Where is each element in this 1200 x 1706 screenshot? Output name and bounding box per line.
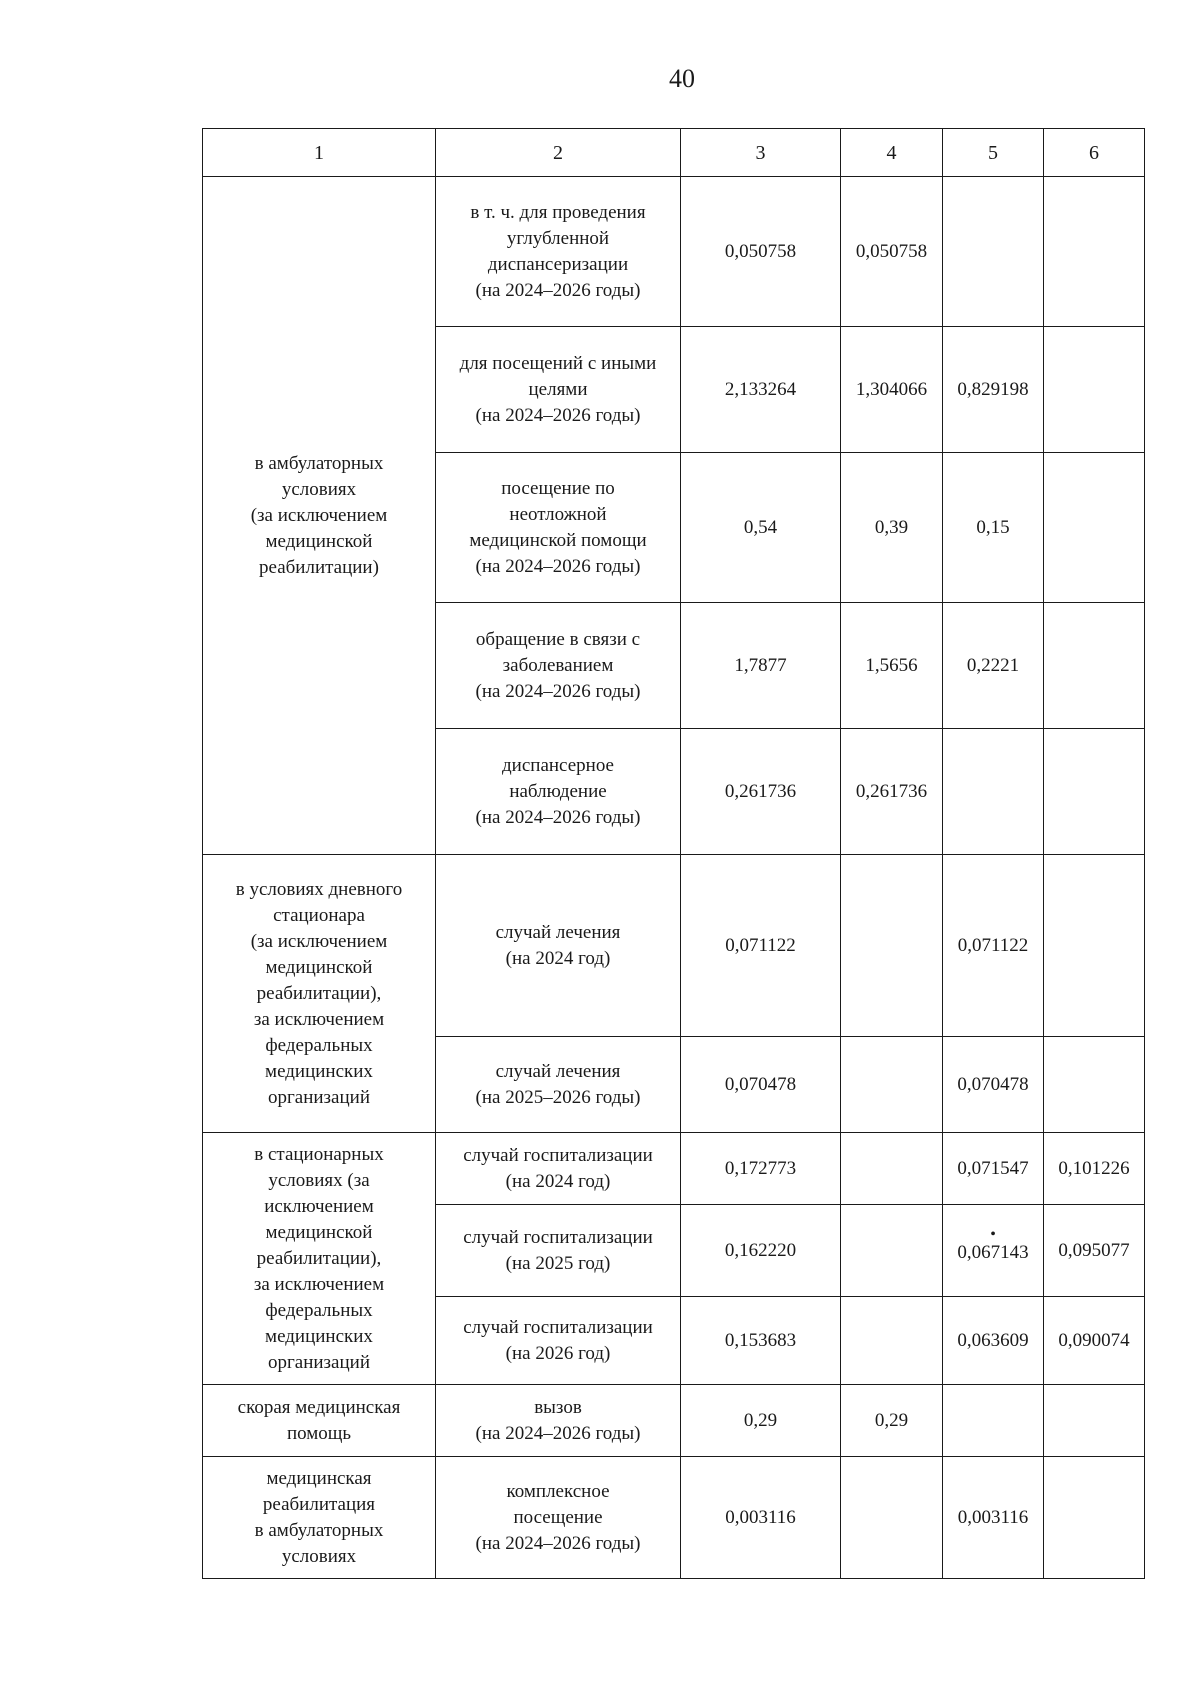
value-cell-c4 bbox=[841, 603, 943, 729]
data-table bbox=[202, 128, 1145, 1579]
table-row bbox=[203, 1457, 1145, 1579]
text-line: случай лечения bbox=[495, 1060, 621, 1082]
value-cell-c4 bbox=[841, 177, 943, 327]
category-cell bbox=[203, 1133, 436, 1385]
text-line: в амбулаторных bbox=[254, 452, 384, 474]
value-cell-c5 bbox=[943, 1385, 1044, 1457]
column-header: 3 bbox=[681, 129, 841, 177]
unit-cell bbox=[436, 1205, 681, 1297]
cell-value: 0,153683 bbox=[724, 1329, 797, 1351]
category-cell bbox=[203, 855, 436, 1133]
text-line: (за исключением bbox=[250, 504, 388, 526]
text-line: помощь bbox=[286, 1422, 352, 1444]
text-line: медицинской bbox=[265, 530, 373, 552]
cell-value: 0,070478 bbox=[724, 1073, 797, 1095]
text-line: (на 2024 год) bbox=[505, 1170, 611, 1192]
text-line: условиях (за bbox=[268, 1169, 370, 1191]
value-cell-c6 bbox=[1044, 1385, 1145, 1457]
value-cell-c3 bbox=[681, 1457, 841, 1579]
cell-value: 0,003116 bbox=[725, 1506, 796, 1528]
text-line: скорая медицинская bbox=[237, 1396, 401, 1418]
unit-cell bbox=[436, 1457, 681, 1579]
text-line: (на 2024–2026 годы) bbox=[475, 1422, 641, 1444]
column-header: 6 bbox=[1044, 129, 1145, 177]
text-line: организаций bbox=[267, 1351, 370, 1373]
text-line: случай госпитализации bbox=[463, 1144, 653, 1166]
value-cell-c4 bbox=[841, 1037, 943, 1133]
cell-value: 0,101226 bbox=[1058, 1157, 1130, 1179]
cell-value: 0,071122 bbox=[725, 934, 796, 956]
cell-value: 0,829198 bbox=[957, 378, 1029, 400]
table-row bbox=[203, 177, 1145, 327]
category-cell bbox=[203, 1457, 436, 1579]
text-line: стационара bbox=[273, 904, 365, 926]
text-line: (на 2024 год) bbox=[505, 947, 611, 969]
value-cell-c6 bbox=[1044, 1205, 1145, 1297]
unit-cell bbox=[436, 603, 681, 729]
text-line: медицинской помощи bbox=[469, 529, 647, 551]
value-cell-c6 bbox=[1044, 177, 1145, 327]
value-cell-c5 bbox=[943, 453, 1044, 603]
text-line: реабилитации) bbox=[259, 556, 379, 578]
unit-cell bbox=[436, 729, 681, 855]
header-row bbox=[203, 129, 1145, 177]
text-line: федеральных bbox=[265, 1299, 373, 1321]
cell-value: 0,050758 bbox=[724, 240, 797, 262]
text-line: (на 2024–2026 годы) bbox=[475, 1532, 641, 1554]
value-cell-c4 bbox=[841, 1385, 943, 1457]
value-cell-c3 bbox=[681, 1205, 841, 1297]
cell-value: 0,29 bbox=[743, 1409, 778, 1431]
value-cell-c3 bbox=[681, 1385, 841, 1457]
value-cell-c5 bbox=[943, 855, 1044, 1037]
cell-value: 0,063609 bbox=[957, 1329, 1029, 1351]
cell-value: 1,5656 bbox=[865, 654, 918, 676]
value-cell-c4 bbox=[841, 1133, 943, 1205]
text-line: случай лечения bbox=[495, 921, 621, 943]
text-line: случай госпитализации bbox=[463, 1226, 653, 1248]
cell-value: 0,095077 bbox=[1058, 1239, 1130, 1261]
value-cell-c3 bbox=[681, 1297, 841, 1385]
text-line: комплексное bbox=[506, 1480, 610, 1502]
cell-value: 0,2221 bbox=[966, 654, 1020, 676]
unit-cell bbox=[436, 855, 681, 1037]
unit-cell bbox=[436, 1133, 681, 1205]
cell-value: 0,070478 bbox=[957, 1073, 1029, 1095]
cell-value: 0,067143 bbox=[957, 1241, 1029, 1263]
column-header: 5 bbox=[943, 129, 1044, 177]
value-cell-c4 bbox=[841, 1205, 943, 1297]
cell-value: 0,071122 bbox=[957, 934, 1029, 956]
text-line: целями bbox=[528, 378, 588, 400]
value-cell-c5 bbox=[943, 1037, 1044, 1133]
text-line: (на 2024–2026 годы) bbox=[475, 279, 641, 301]
value-cell-c5 bbox=[943, 1205, 1044, 1297]
value-cell-c3 bbox=[681, 177, 841, 327]
text-line: в амбулаторных bbox=[254, 1519, 384, 1541]
value-cell-c3 bbox=[681, 1133, 841, 1205]
unit-cell bbox=[436, 177, 681, 327]
text-line: неотложной bbox=[509, 503, 607, 525]
value-cell-c5 bbox=[943, 603, 1044, 729]
value-cell-c5 bbox=[943, 1133, 1044, 1205]
value-cell-c6 bbox=[1044, 1457, 1145, 1579]
text-line: условиях bbox=[281, 1545, 357, 1567]
unit-cell bbox=[436, 453, 681, 603]
cell-value: 0,39 bbox=[874, 516, 909, 538]
value-cell-c6 bbox=[1044, 1297, 1145, 1385]
table-row bbox=[203, 1385, 1145, 1457]
text-line: условиях bbox=[281, 478, 357, 500]
text-line: в условиях дневного bbox=[235, 878, 403, 900]
column-header: 1 bbox=[203, 129, 436, 177]
value-cell-c3 bbox=[681, 453, 841, 603]
value-cell-c5 bbox=[943, 327, 1044, 453]
cell-value: 0,261736 bbox=[855, 780, 928, 802]
page-number: 40 bbox=[669, 64, 695, 93]
value-cell-c5 bbox=[943, 1297, 1044, 1385]
text-line: заболеванием bbox=[502, 654, 614, 676]
text-line: организаций bbox=[267, 1086, 370, 1108]
value-cell-c4 bbox=[841, 1457, 943, 1579]
text-line: в стационарных bbox=[254, 1143, 384, 1165]
value-cell-c6 bbox=[1044, 1133, 1145, 1205]
cell-value: 0,071547 bbox=[957, 1157, 1029, 1179]
text-line: реабилитации), bbox=[256, 1247, 382, 1269]
text-line: медицинской bbox=[265, 1221, 373, 1243]
text-line: медицинской bbox=[265, 956, 373, 978]
value-cell-c3 bbox=[681, 855, 841, 1037]
text-line: случай госпитализации bbox=[463, 1316, 653, 1338]
value-cell-c6 bbox=[1044, 327, 1145, 453]
unit-cell bbox=[436, 1297, 681, 1385]
text-line: (на 2025 год) bbox=[505, 1252, 611, 1274]
text-line: реабилитации), bbox=[256, 982, 382, 1004]
cell-value: 0,15 bbox=[976, 516, 1010, 538]
value-cell-c5 bbox=[943, 177, 1044, 327]
value-cell-c6 bbox=[1044, 1037, 1145, 1133]
cell-value: 0,29 bbox=[874, 1409, 909, 1431]
cell-value: 0,003116 bbox=[957, 1506, 1029, 1528]
text-line: посещение bbox=[513, 1506, 603, 1528]
cell-value: 0,162220 bbox=[724, 1239, 797, 1261]
cell-value: 0,54 bbox=[743, 516, 778, 538]
text-line: диспансерное bbox=[502, 754, 614, 776]
value-cell-c3 bbox=[681, 327, 841, 453]
value-cell-c6 bbox=[1044, 729, 1145, 855]
value-cell-c3 bbox=[681, 729, 841, 855]
value-cell-c5 bbox=[943, 729, 1044, 855]
text-line: (на 2024–2026 годы) bbox=[475, 680, 641, 702]
text-line: вызов bbox=[534, 1396, 582, 1418]
value-cell-c4 bbox=[841, 1297, 943, 1385]
table-row bbox=[203, 855, 1145, 1037]
value-cell-c4 bbox=[841, 453, 943, 603]
text-line: в т. ч. для проведения bbox=[470, 201, 646, 223]
cell-value: 0,050758 bbox=[855, 240, 928, 262]
value-cell-c4 bbox=[841, 327, 943, 453]
category-cell bbox=[203, 177, 436, 855]
text-line: (на 2025–2026 годы) bbox=[475, 1086, 641, 1108]
value-cell-c6 bbox=[1044, 453, 1145, 603]
text-line: федеральных bbox=[265, 1034, 373, 1056]
unit-cell bbox=[436, 1385, 681, 1457]
text-line: (на 2026 год) bbox=[505, 1342, 611, 1364]
text-line: медицинских bbox=[265, 1060, 373, 1082]
value-cell-c6 bbox=[1044, 855, 1145, 1037]
text-line: медицинская bbox=[266, 1467, 372, 1489]
unit-cell bbox=[436, 327, 681, 453]
value-cell-c4 bbox=[841, 855, 943, 1037]
value-cell-c6 bbox=[1044, 603, 1145, 729]
table-row bbox=[203, 1133, 1145, 1205]
text-line: за исключением bbox=[253, 1008, 385, 1030]
value-cell-c3 bbox=[681, 603, 841, 729]
text-line: реабилитация bbox=[262, 1493, 376, 1515]
column-header: 2 bbox=[436, 129, 681, 177]
text-line: для посещений с иными bbox=[459, 352, 657, 374]
text-line: медицинских bbox=[265, 1325, 373, 1347]
cell-value: 0,172773 bbox=[724, 1157, 797, 1179]
cell-value: 1,304066 bbox=[855, 378, 928, 400]
cell-value: 2,133264 bbox=[724, 378, 797, 400]
text-line: наблюдение bbox=[509, 780, 607, 802]
text-line: (на 2024–2026 годы) bbox=[475, 404, 641, 426]
value-cell-c3 bbox=[681, 1037, 841, 1133]
column-header: 4 bbox=[841, 129, 943, 177]
text-line: диспансеризации bbox=[487, 253, 629, 275]
scan-mark: • bbox=[990, 1225, 996, 1243]
value-cell-c5 bbox=[943, 1457, 1044, 1579]
cell-value: 1,7877 bbox=[734, 654, 787, 676]
text-line: исключением bbox=[264, 1195, 374, 1217]
text-line: (на 2024–2026 годы) bbox=[475, 555, 641, 577]
text-line: углубленной bbox=[506, 227, 610, 249]
text-line: обращение в связи с bbox=[475, 628, 641, 650]
text-line: (за исключением bbox=[250, 930, 388, 952]
text-line: посещение по bbox=[501, 477, 615, 499]
text-line: (на 2024–2026 годы) bbox=[475, 806, 641, 828]
unit-cell bbox=[436, 1037, 681, 1133]
text-line: за исключением bbox=[253, 1273, 385, 1295]
cell-value: 0,261736 bbox=[724, 780, 797, 802]
value-cell-c4 bbox=[841, 729, 943, 855]
category-cell bbox=[203, 1385, 436, 1457]
cell-value: 0,090074 bbox=[1058, 1329, 1130, 1351]
